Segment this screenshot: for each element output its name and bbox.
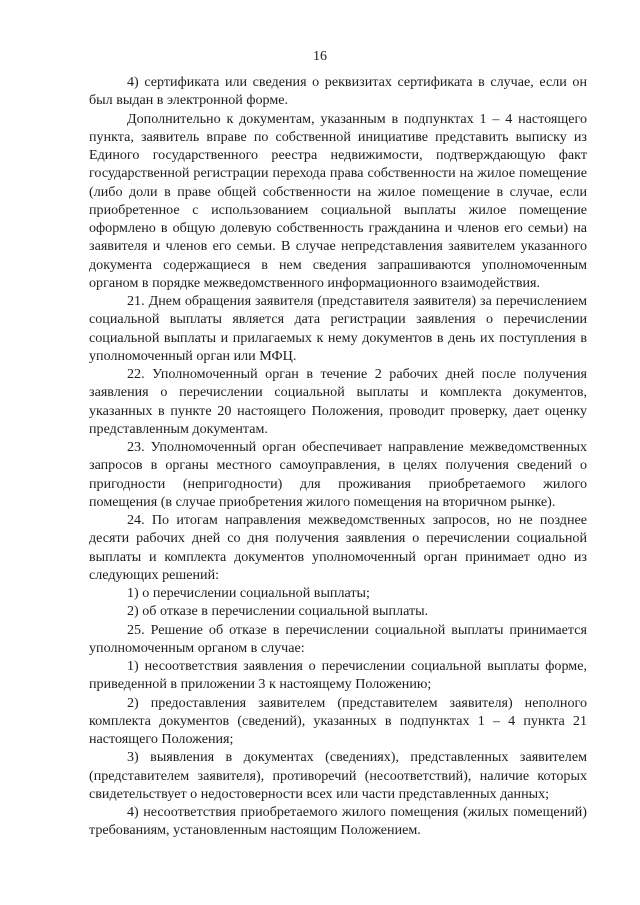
paragraph-24-decision-1: 1) о перечислении социальной выплаты;: [127, 585, 370, 601]
paragraph-subitem-4-certificate: 4) сертификата или сведения о реквизитах сертификата в случае, если он был выдан в электронной форме.: [89, 74, 587, 109]
paragraph-additional-documents: Дополнительно к документам, указанным в подпунктах 1 – 4 настоящего пункта, заявитель вправе по собственной инициативе представить выписку из Единого государственного реестра недвижимости, подтверждающую факт государственной регистрации перехода права собственности на жилое помещение (либо доли в праве общей собственности на жилое помещение в случае, если приобретенное с использованием социальной выплаты жилое помещение оформлено в общую долевую собственность гражданина и членов его семьи) на заявителя и членов его семьи. В случае непредставления заявителем указанного документа содержащиеся в нем сведения запрашиваются уполномоченным органом в порядке межведомственного информационного взаимодействия.: [89, 110, 587, 291]
paragraph-22: 22. Уполномоченный орган в течение 2 рабочих дней после получения заявления о перечислении социальной выплаты и комплекта документов, указанных в пункте 20 настоящего Положения, проводит проверку, дает оценку представленным документам.: [89, 366, 587, 437]
paragraph-25-reason-1: 1) несоответствия заявления о перечислении социальной выплаты форме, приведенной в приложении 3 к настоящему Положению;: [89, 658, 587, 693]
paragraph-23: 23. Уполномоченный орган обеспечивает направление межведомственных запросов в органы местного самоуправления, в целях получения сведений о пригодности (непригодности) для проживания приобретаемого жилого помещения (в случае приобретения жилого помещения на вторичном рынке).: [89, 439, 587, 510]
paragraph-25: 25. Решение об отказе в перечислении социальной выплаты принимается уполномоченным органом в случае:: [89, 621, 587, 656]
paragraph-24-decision-2: 2) об отказе в перечислении социальной выплаты.: [127, 603, 429, 620]
paragraph-21: 21. Днем обращения заявителя (представителя заявителя) за перечислением социальной выплаты является дата регистрации заявления о перечислении социальной выплаты и прилагаемых к нему документов в день их поступления в уполномоченный орган или МФЦ.: [89, 293, 587, 364]
paragraph-25-reason-2: 2) предоставления заявителем (представителем заявителя) неполного комплекта документов (сведений), указанных в подпунктах 1 – 4 пункта 21 настоящего Положения;: [89, 694, 587, 747]
paragraph-25-reason-4: 4) несоответствия приобретаемого жилого помещения (жилых помещений) требованиям, установленным настоящим Положением.: [89, 804, 587, 839]
page-number: 16: [313, 49, 327, 64]
paragraph-25-reason-3: 3) выявления в документах (сведениях), представленных заявителем (представителем заявителя), противоречий (несоответствий), наличие которых свидетельствует о недостоверности всех или части представленных данных;: [89, 749, 587, 802]
paragraph-24: 24. По итогам направления межведомственных запросов, но не позднее десяти рабочих дней со дня получения заявления о перечислении социальной выплаты и комплекта документов уполномоченный орган принимает одно из следующих решений:: [89, 512, 587, 583]
document-body: [89, 73, 587, 840]
